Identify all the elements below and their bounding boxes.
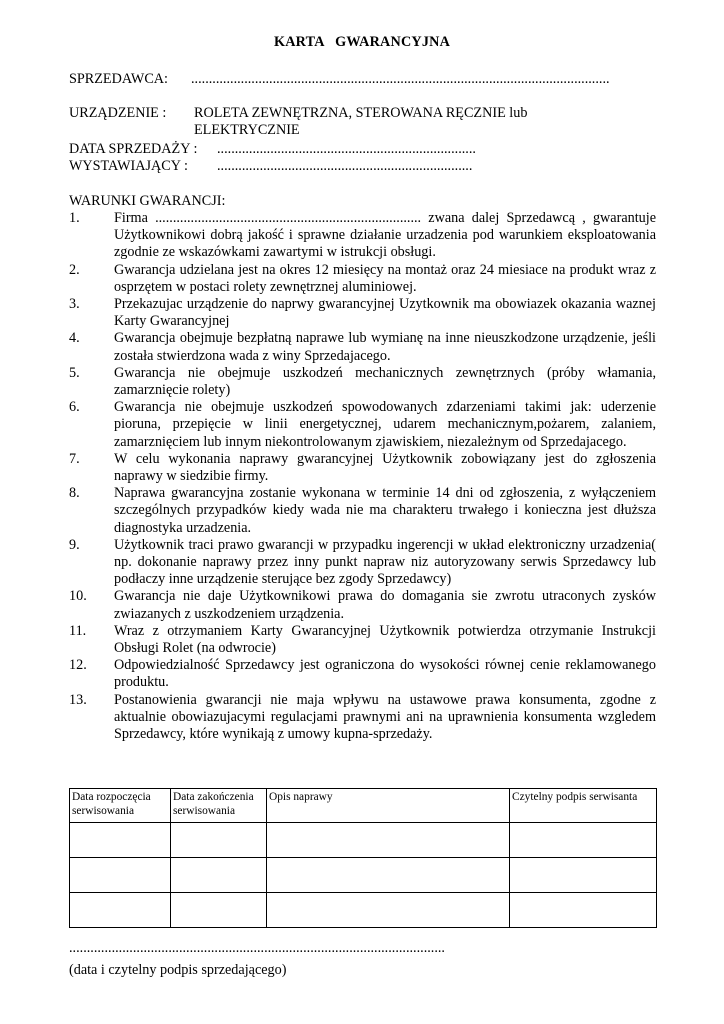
- list-item-number: 9.: [69, 536, 80, 553]
- list-item-text: Przekazujac urządzenie do naprwy gwarancyjnej Uzytkownik ma obowiazek okazania waznej Karty Gwarancyjnej: [114, 296, 656, 330]
- table-cell: [510, 893, 657, 928]
- list-item-number: 8.: [69, 485, 80, 502]
- table-cell: [267, 858, 510, 893]
- list-item-number: 1.: [69, 210, 80, 226]
- table-cell: [70, 823, 171, 858]
- header-repair-description: Opis naprawy: [267, 789, 510, 823]
- table-cell: [267, 823, 510, 858]
- list-item-text: Odpowiedzialność Sprzedawcy jest ograniczona do wysokości równej cenie reklamowanego produktu.: [114, 657, 656, 691]
- list-item-number: 5.: [69, 364, 80, 381]
- list-item: [69, 537, 656, 589]
- list-item-text: Gwarancja nie obejmuje uszkodzeń spowodowanych zdarzeniami takimi jak: uderzenie pioruna, przepięcie w linii energetycznej, udarem mechanicznym,pożarem, zalaniem, zamarznięciem lub innym niekontrolowanym zjawiskiem, niezależnym od Sprzedajacego.: [114, 399, 656, 450]
- list-item-text: Gwarancja nie daje Użytkownikowi prawa do domagania sie zwrotu utraconych zysków zwiazanych z uszkodzeniem urządzenia.: [114, 588, 656, 622]
- list-item: [69, 692, 656, 744]
- list-item: [69, 451, 656, 485]
- list-item-number: 12.: [69, 657, 87, 674]
- document-title: KARTA GWARANCYJNA: [273, 34, 451, 50]
- list-item-text: W celu wykonania naprawy gwarancyjnej Użytkownik zobowiązany jest do zgłoszenia naprawy w siedzibie firmy.: [114, 450, 656, 485]
- list-item-number: 10.: [69, 588, 87, 605]
- list-item-text: Firma ........................................................................... zwana dalej Sprzedawcą , gwarantuje Użytkownikowi dobrą jakość i sprawne działanie urzadzenia pod warunkiem eksploatowania zgodnie ze wskazówkami zawartymi w istrukcji obsługi.: [114, 210, 656, 261]
- list-item-text: Postanowienia gwarancji nie maja wpływu na ustawowe prawa konsumenta, zgodne z aktualnie obowiazujacymi regulacjami prawnymi ani na uprawnienia konsumenta wzgledem Sprzedawcy, które wynikają z umowy kupna-sprzedaży.: [114, 691, 656, 743]
- list-item-text: Gwarancja obejmuje bezpłatną naprawe lub wymianę na inne nieuszkodzone urządzenie, jeśli została stwierdzona wada z winy Sprzedajacego.: [114, 330, 656, 364]
- issuer-line: [69, 158, 472, 175]
- list-item: [69, 330, 656, 364]
- seller-line: [69, 71, 610, 88]
- list-item: [69, 588, 656, 622]
- list-item: [69, 485, 656, 537]
- issuer-label: WYSTAWIAJĄCY :: [69, 158, 188, 174]
- conditions-heading: WARUNKI GWARANCJI:: [69, 193, 226, 209]
- table-row: [70, 858, 657, 893]
- seller-label: SPRZEDAWCA:: [69, 71, 168, 87]
- device-label: URZĄDZENIE :: [69, 105, 167, 121]
- table-cell: [510, 823, 657, 858]
- table-cell: [171, 823, 267, 858]
- list-item-text: Użytkownik traci prawo gwarancji w przypadku ingerencji w układ elektroniczny urzadzenia( np. dokonanie naprawy przez inny punkt napraw niz autoryzowany serwis Sprzedawcy lub podłaczy inne urządzenie sterujące bez zgody Sprzedawcy): [114, 536, 656, 588]
- list-item-text: Naprawa gwarancyjna zostanie wykonana w terminie 14 dni od zgłoszenia, z wyłączeniem szczególnych przypadków kiedy wada nie ma charakteru trwałego i konieczna jest dłuższa diagnostyka urzadzenia.: [114, 485, 656, 536]
- issuer-value: ........................................................................: [217, 158, 473, 174]
- list-item-number: 6.: [69, 399, 80, 416]
- table-cell: [171, 893, 267, 928]
- header-start-date: Data rozpoczęcia serwisowania: [70, 789, 171, 823]
- table-cell: [171, 858, 267, 893]
- device-line-2: ELEKTRYCZNIE: [194, 122, 300, 138]
- list-item: [69, 399, 656, 451]
- table-row: [70, 893, 657, 928]
- list-item-number: 4.: [69, 330, 80, 347]
- list-item: [69, 365, 656, 399]
- list-item-number: 3.: [69, 296, 80, 313]
- sale-date-value: .........................................................................: [217, 141, 476, 157]
- list-item: [69, 296, 656, 330]
- table-row: [70, 823, 657, 858]
- sale-date-line: [69, 141, 476, 158]
- service-table: [69, 788, 657, 928]
- table-cell: [267, 893, 510, 928]
- list-item-text: Gwarancja udzielana jest na okres 12 miesięcy na montaż oraz 24 miesiace na produkt wraz z osprzętem w postaci rolety zewnętrznej aluminiowej.: [114, 261, 656, 295]
- list-item-number: 13.: [69, 691, 87, 708]
- list-item-text: Gwarancja nie obejmuje uszkodzeń mechanicznych zewnętrznych (próby włamania, zamarznięcie rolety): [114, 364, 656, 399]
- list-item: [69, 210, 656, 262]
- list-item-number: 11.: [69, 622, 87, 639]
- conditions-list: [69, 210, 656, 743]
- warranty-conditions: [69, 193, 656, 743]
- header-technician-signature: Czytelny podpis serwisanta: [510, 789, 657, 823]
- list-item: [69, 262, 656, 296]
- table-cell: [70, 858, 171, 893]
- header-end-date: Data zakończenia serwisowania: [171, 789, 267, 823]
- table-cell: [70, 893, 171, 928]
- seller-value: ......................................................................................................................: [191, 71, 610, 87]
- seller-signature-caption: (data i czytelny podpis sprzedającego): [69, 962, 287, 978]
- list-item-number: 7.: [69, 450, 80, 467]
- list-item: [69, 623, 656, 657]
- sale-date-label: DATA SPRZEDAŻY :: [69, 141, 198, 157]
- device-line-1: [69, 105, 527, 122]
- list-item-number: 2.: [69, 261, 80, 278]
- list-item-text: Wraz z otrzymaniem Karty Gwarancyjnej Użytkownik potwierdza otrzymanie Instrukcji Obsługi Rolet (na odwrocie): [114, 622, 656, 657]
- device-value-line1: ROLETA ZEWNĘTRZNA, STEROWANA RĘCZNIE lub: [194, 105, 528, 121]
- service-table-header-row: [70, 789, 657, 823]
- seller-signature-line: ..........................................................................................................: [69, 940, 445, 956]
- table-cell: [510, 858, 657, 893]
- list-item: [69, 657, 656, 691]
